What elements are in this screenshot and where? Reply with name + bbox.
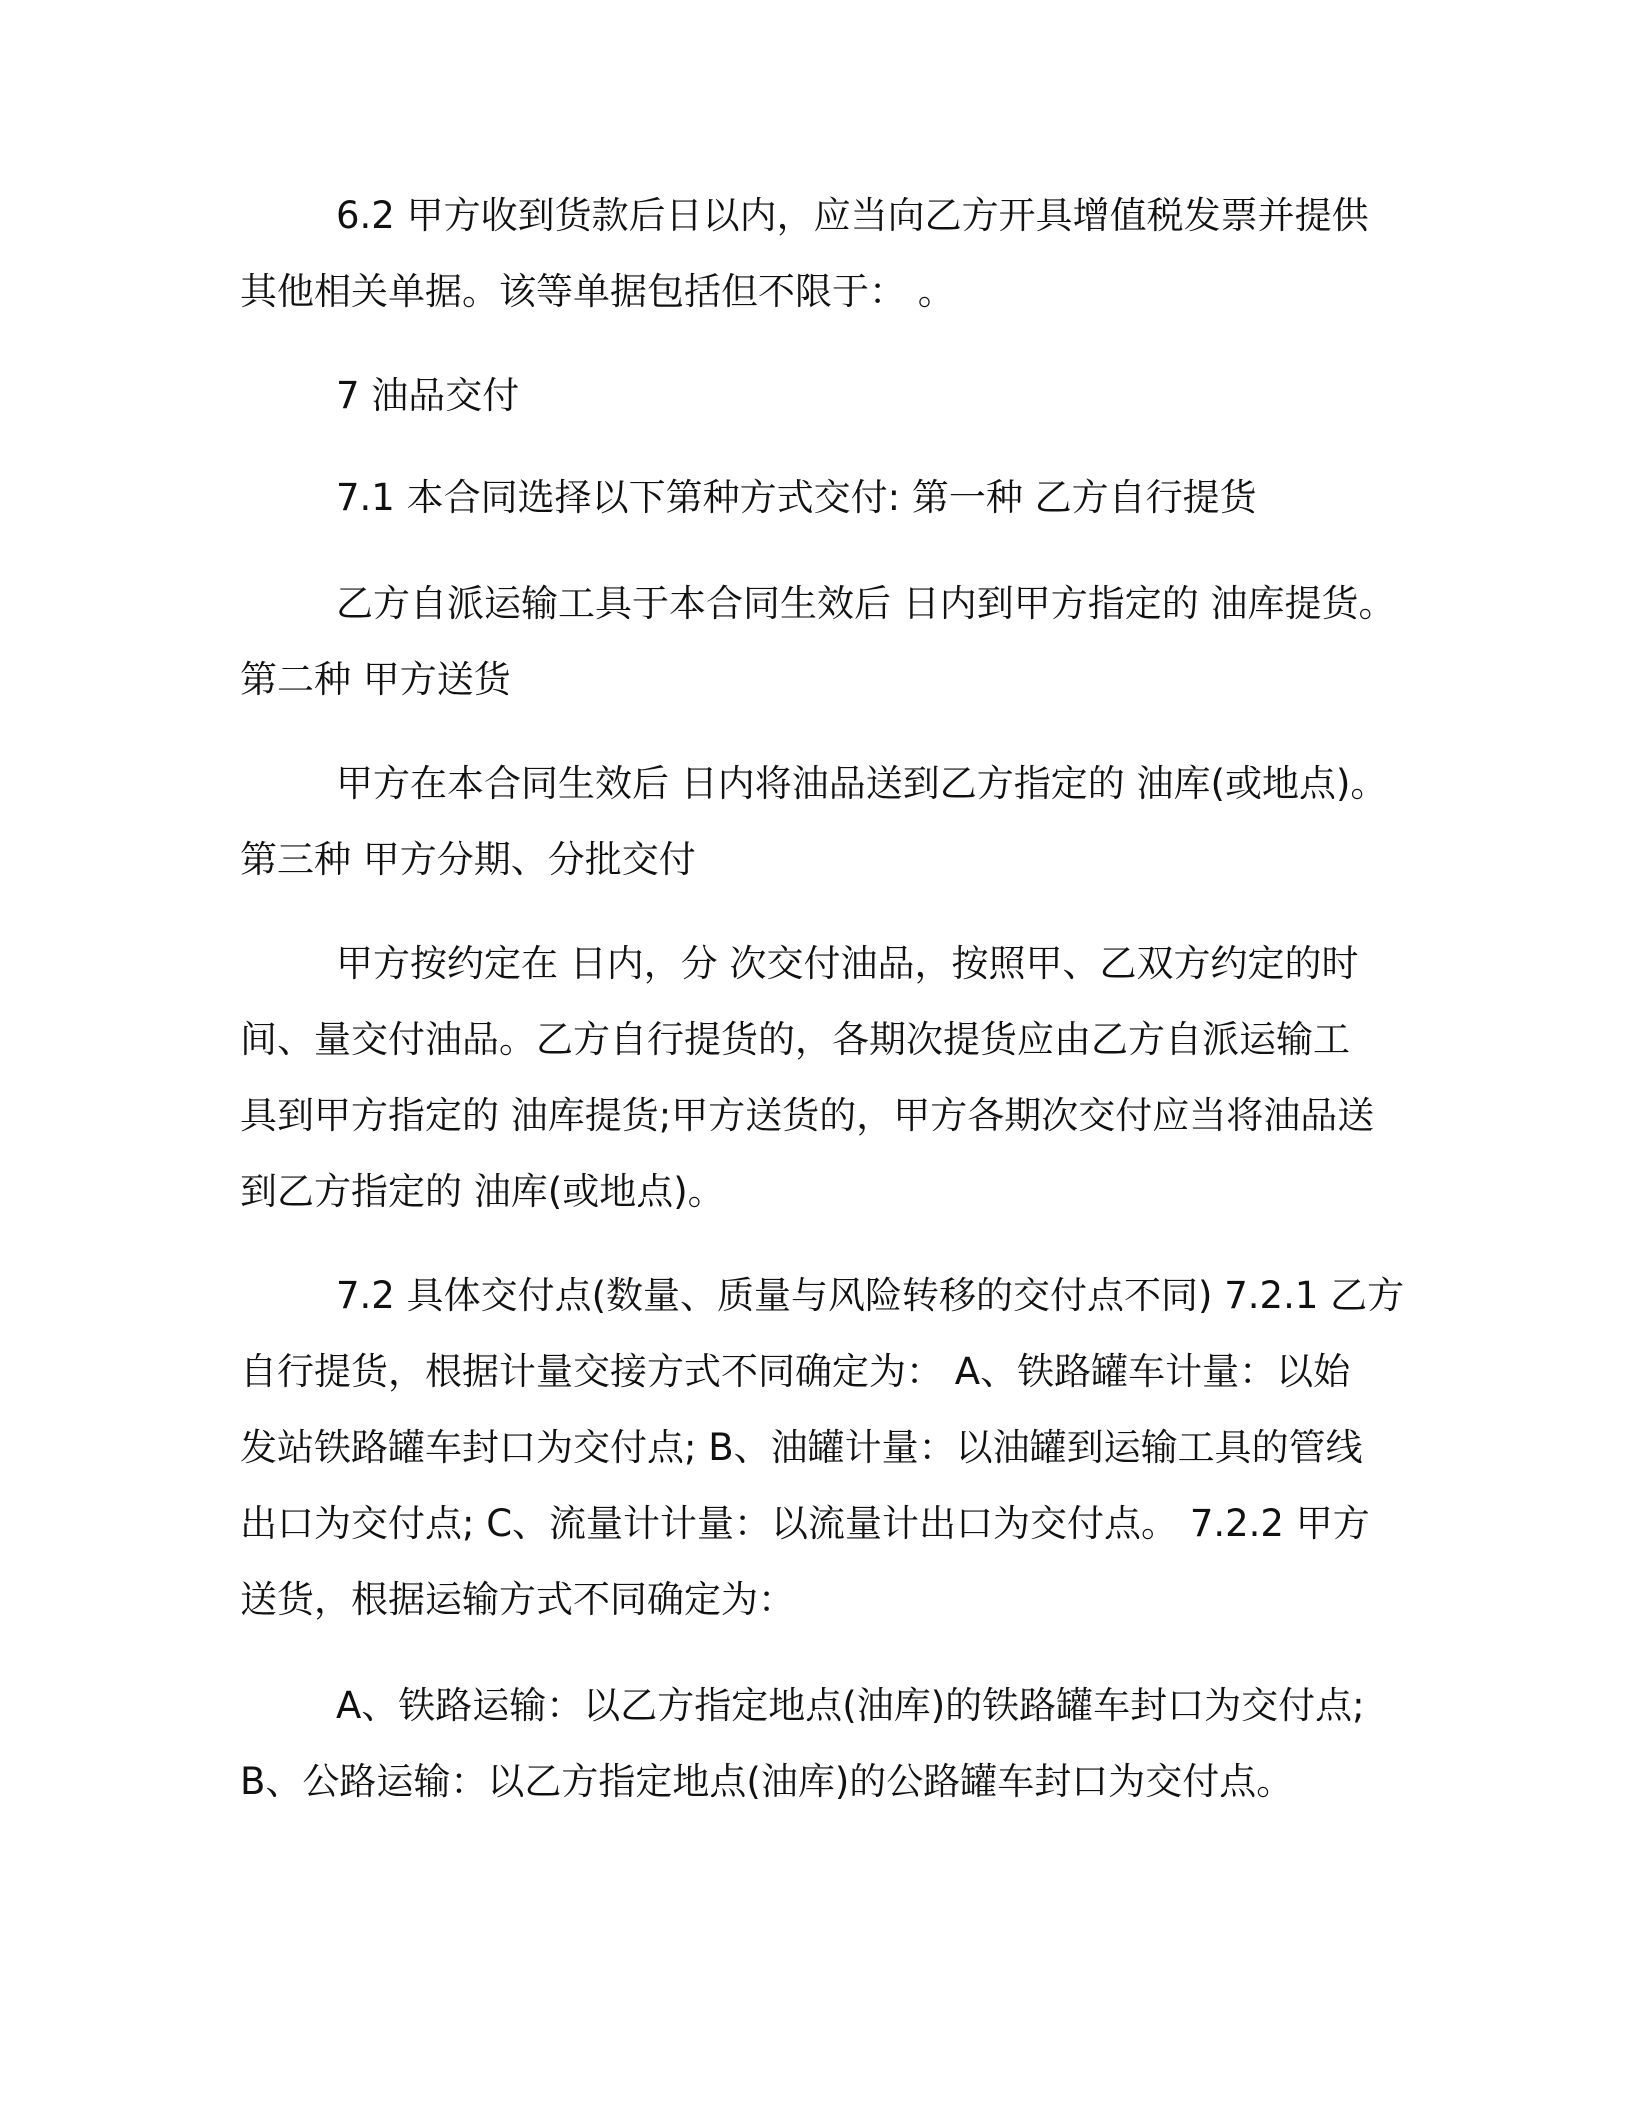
text-line: 6.2 甲方收到货款后日以内，应当向乙方开具增值税发票并提供 (336, 194, 1369, 237)
text-line: 第三种 甲方分期、分批交付 (240, 838, 696, 881)
text-line: 送货，根据运输方式不同确定为： (240, 1578, 795, 1621)
text-line: 乙方自派运输工具于本合同生效后 日内到甲方指定的 油库提货。 (336, 582, 1396, 625)
text-line: 出口为交付点; C、流量计计量：以流量计出口为交付点。 7.2.2 甲方 (240, 1502, 1370, 1545)
text-line: 甲方在本合同生效后 日内将油品送到乙方指定的 油库(或地点)。 (336, 762, 1388, 805)
section-heading: 7 油品交付 (336, 374, 520, 417)
text-line: B、公路运输：以乙方指定地点(油库)的公路罐车封口为交付点。 (240, 1760, 1294, 1803)
text-line: 自行提货，根据计量交接方式不同确定为： A、铁路罐车计量：以始 (240, 1350, 1351, 1393)
text-line: 间、量交付油品。乙方自行提货的，各期次提货应由乙方自派运输工 (240, 1018, 1350, 1061)
text-line: 到乙方指定的 油库(或地点)。 (240, 1170, 725, 1213)
text-line: 发站铁路罐车封口为交付点; B、油罐计量：以油罐到运输工具的管线 (240, 1426, 1363, 1469)
text-line: 具到甲方指定的 油库提货;甲方送货的，甲方各期次交付应当将油品送 (240, 1094, 1375, 1137)
text-line: 其他相关单据。该等单据包括但不限于： 。 (240, 270, 955, 313)
text-line: A、铁路运输：以乙方指定地点(油库)的铁路罐车封口为交付点; (336, 1684, 1365, 1727)
text-line: 7.1 本合同选择以下第种方式交付: 第一种 乙方自行提货 (336, 476, 1257, 519)
text-line: 第二种 甲方送货 (240, 658, 511, 701)
text-line: 7.2 具体交付点(数量、质量与风险转移的交付点不同) 7.2.1 乙方 (336, 1274, 1405, 1317)
text-line: 甲方按约定在 日内，分 次交付油品，按照甲、乙双方约定的时 (336, 942, 1359, 985)
